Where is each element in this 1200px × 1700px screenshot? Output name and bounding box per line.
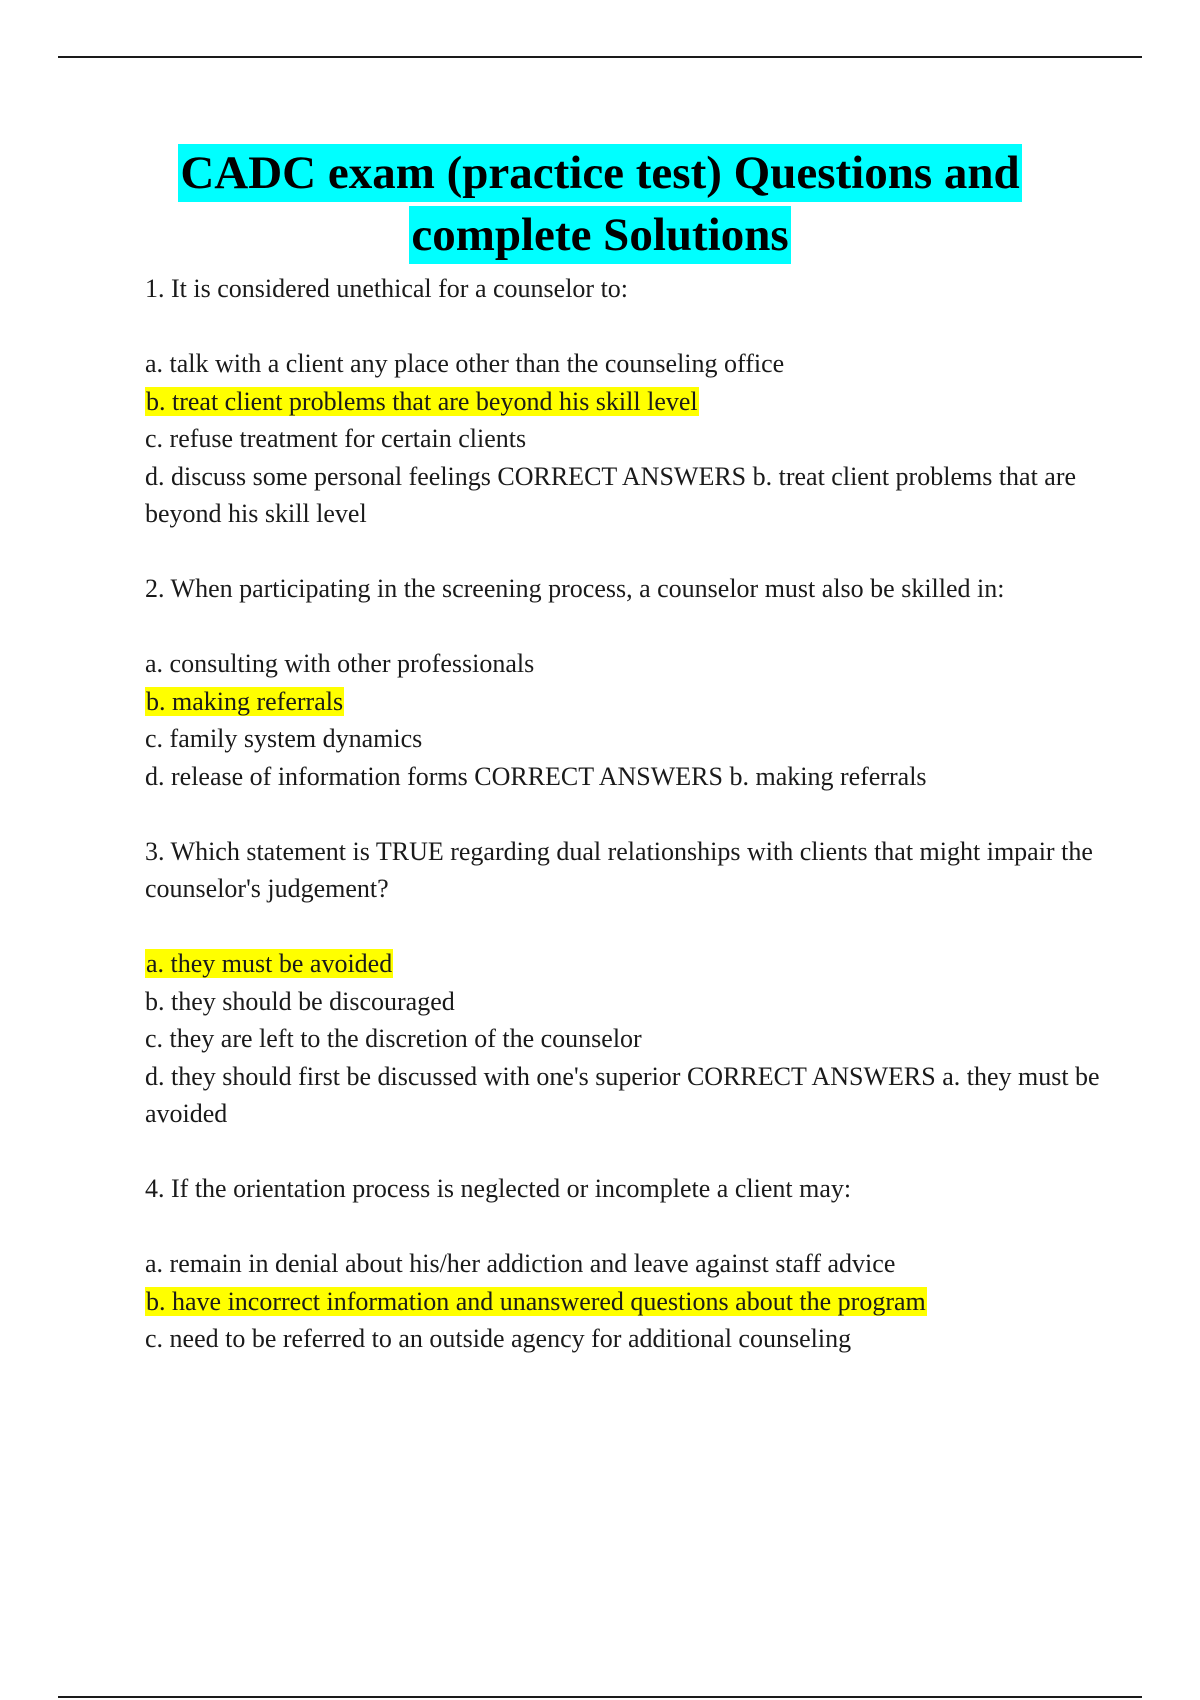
correct-answer-highlight: a. they must be avoided [146, 949, 393, 978]
correct-answer-highlight: b. making referrals [146, 686, 344, 716]
answer-option: b. they should be discouraged [145, 986, 455, 1016]
title-line-2: complete Solutions [409, 206, 790, 264]
bottom-rule [58, 1696, 1142, 1698]
correct-answer-highlight: b. treat client problems that are beyond his skill level [146, 386, 698, 416]
question-prompt: 2. When participating in the screening process, a counselor must also be skilled in: [145, 574, 1005, 603]
answer-option-highlighted [145, 683, 1105, 721]
question-4 [145, 1170, 1105, 1358]
document-title [0, 144, 1200, 264]
question-prompt: 4. If the orientation process is neglected or incomplete a client may: [145, 1174, 852, 1203]
question-1 [145, 270, 1105, 533]
answer-option: a. consulting with other professionals [145, 649, 535, 678]
answer-option: c. need to be referred to an outside agency for additional counseling [145, 1324, 852, 1353]
answer-option: d. discuss some personal feelings CORRECT ANSWERS b. treat client problems that are beyond his skill level [145, 461, 1077, 528]
answer-option: d. release of information forms CORRECT ANSWERS b. making referrals [145, 761, 927, 791]
document-body [145, 270, 1105, 1358]
answer-option: c. refuse treatment for certain clients [145, 424, 527, 453]
answer-option-highlighted [145, 383, 1105, 421]
question-2 [145, 570, 1105, 795]
answer-option: c. they are left to the discretion of the counselor [145, 1024, 642, 1053]
top-rule [58, 56, 1142, 58]
answer-option: a. talk with a client any place other than the counseling office [145, 349, 785, 378]
answer-option-highlighted [145, 1283, 1105, 1321]
question-prompt: 3. Which statement is TRUE regarding dual relationships with clients that might impair the counselor's judgement? [145, 836, 1093, 903]
correct-answer-highlight: b. have incorrect information and unanswered questions about the program [146, 1286, 926, 1316]
title-line-1: CADC exam (practice test) Questions and [178, 144, 1021, 202]
answer-option-highlighted [145, 945, 1105, 983]
answer-option: c. family system dynamics [145, 724, 423, 753]
question-3 [145, 833, 1105, 1133]
answer-option: d. they should first be discussed with one's superior CORRECT ANSWERS a. they must be avoided [145, 1061, 1100, 1128]
question-prompt: 1. It is considered unethical for a counselor to: [145, 274, 629, 303]
answer-option: a. remain in denial about his/her addiction and leave against staff advice [145, 1249, 896, 1278]
